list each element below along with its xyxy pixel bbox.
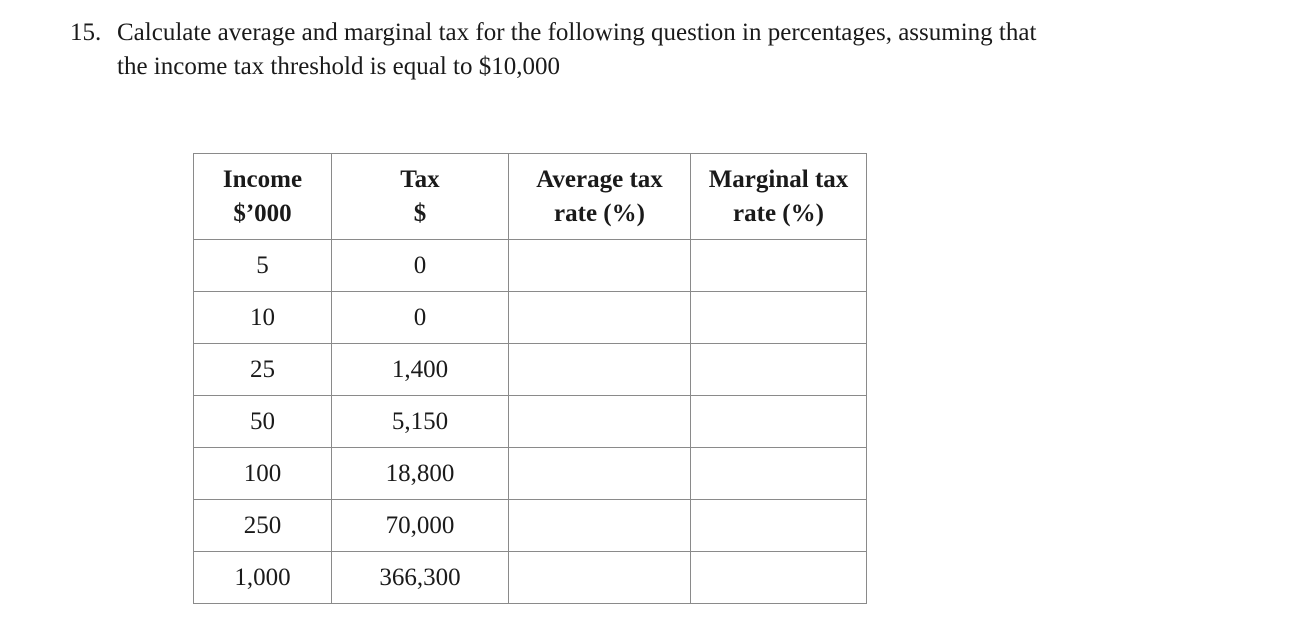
average-rate-cell[interactable] <box>509 240 691 292</box>
income-cell: 10 <box>194 292 332 344</box>
average-rate-cell[interactable] <box>509 396 691 448</box>
average-rate-cell[interactable] <box>509 500 691 552</box>
tax-cell: 5,150 <box>332 396 509 448</box>
marginal-rate-cell[interactable] <box>691 500 867 552</box>
table-row <box>194 344 867 396</box>
average-rate-cell[interactable] <box>509 292 691 344</box>
income-cell: 25 <box>194 344 332 396</box>
marginal-rate-cell[interactable] <box>691 448 867 500</box>
question-text-line-2: the income tax threshold is equal to $10,000 <box>117 53 560 80</box>
header-average-tax-rate <box>509 154 691 240</box>
marginal-rate-cell[interactable] <box>691 240 867 292</box>
tax-table <box>193 153 867 604</box>
question-indent <box>70 50 117 84</box>
tax-cell: 1,400 <box>332 344 509 396</box>
header-average-line-2: rate (%) <box>554 199 645 227</box>
income-cell: 250 <box>194 500 332 552</box>
tax-cell: 0 <box>332 240 509 292</box>
marginal-rate-cell[interactable] <box>691 292 867 344</box>
income-cell: 5 <box>194 240 332 292</box>
header-tax-line-2: $ <box>413 199 427 227</box>
question-line-2 <box>70 50 1220 84</box>
table-row <box>194 552 867 604</box>
income-cell: 1,000 <box>194 552 332 604</box>
header-marginal-line-1: Marginal tax <box>708 165 849 193</box>
question-line-1 <box>70 16 1220 50</box>
income-cell: 100 <box>194 448 332 500</box>
income-cell: 50 <box>194 396 332 448</box>
header-income-line-2: $’000 <box>233 199 292 227</box>
tax-cell: 366,300 <box>332 552 509 604</box>
question-block <box>70 16 1220 84</box>
header-tax <box>332 154 509 240</box>
table-row <box>194 240 867 292</box>
header-average-line-1: Average tax <box>536 165 663 193</box>
tax-cell: 18,800 <box>332 448 509 500</box>
average-rate-cell[interactable] <box>509 448 691 500</box>
average-rate-cell[interactable] <box>509 344 691 396</box>
tax-cell: 0 <box>332 292 509 344</box>
header-marginal-line-2: rate (%) <box>733 199 824 227</box>
average-rate-cell[interactable] <box>509 552 691 604</box>
marginal-rate-cell[interactable] <box>691 552 867 604</box>
table-row <box>194 396 867 448</box>
question-number: 15. <box>70 19 102 46</box>
header-income-line-1: Income <box>222 165 303 193</box>
header-income <box>194 154 332 240</box>
table-row <box>194 500 867 552</box>
question-text-line-1: Calculate average and marginal tax for the following question in percentages, assuming that <box>117 19 1037 46</box>
marginal-rate-cell[interactable] <box>691 396 867 448</box>
table-header-row <box>194 154 867 240</box>
marginal-rate-cell[interactable] <box>691 344 867 396</box>
header-marginal-tax-rate <box>691 154 867 240</box>
table-row <box>194 292 867 344</box>
table-row <box>194 448 867 500</box>
tax-cell: 70,000 <box>332 500 509 552</box>
header-tax-line-1: Tax <box>400 165 440 193</box>
